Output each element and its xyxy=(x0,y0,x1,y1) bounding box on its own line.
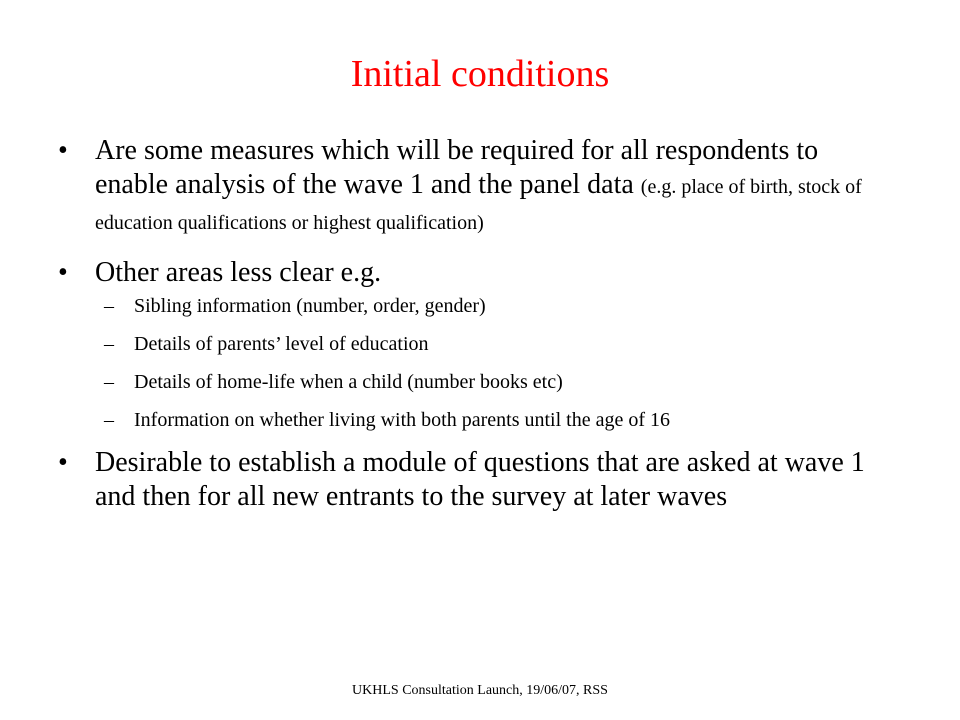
sub-text: Details of home-life when a child (number books etc) xyxy=(134,371,563,393)
sub-marker: – xyxy=(104,371,114,393)
bullet-marker: • xyxy=(58,447,68,478)
sub-marker: – xyxy=(104,409,114,431)
sub-list xyxy=(58,294,898,432)
sub-text: Details of parents’ level of education xyxy=(134,333,429,355)
sub-item-home-life xyxy=(58,370,898,394)
bullet-text: Are some measures which will be required for all respondents to enable analysis of the wave 1 and the panel data xyxy=(95,135,819,200)
bullet-marker: • xyxy=(58,135,68,166)
bullet-text: Other areas less clear e.g. xyxy=(95,257,382,288)
sub-item-living-parents xyxy=(58,408,898,432)
slide-title: Initial conditions xyxy=(350,53,610,95)
bullet-item-module xyxy=(58,446,898,514)
bullet-text: Desirable to establish a module of questions that are asked at wave 1 and then for all new entrants to the survey at later waves xyxy=(95,447,865,512)
bullet-list xyxy=(58,134,898,530)
bullet-marker: • xyxy=(58,257,68,288)
sub-item-sibling xyxy=(58,294,898,318)
sub-text: Sibling information (number, order, gender) xyxy=(134,295,486,317)
bullet-item-other-areas xyxy=(58,256,898,290)
sub-marker: – xyxy=(104,333,114,355)
sub-text: Information on whether living with both parents until the age of 16 xyxy=(134,409,670,431)
sub-item-parents-education xyxy=(58,332,898,356)
slide-footer: UKHLS Consultation Launch, 19/06/07, RSS xyxy=(352,683,608,698)
bullet-item-measures xyxy=(58,134,898,240)
sub-marker: – xyxy=(104,295,114,317)
bullet-note: (e.g. place of birth, stock of education qualifications or highest qualification) xyxy=(95,176,862,234)
